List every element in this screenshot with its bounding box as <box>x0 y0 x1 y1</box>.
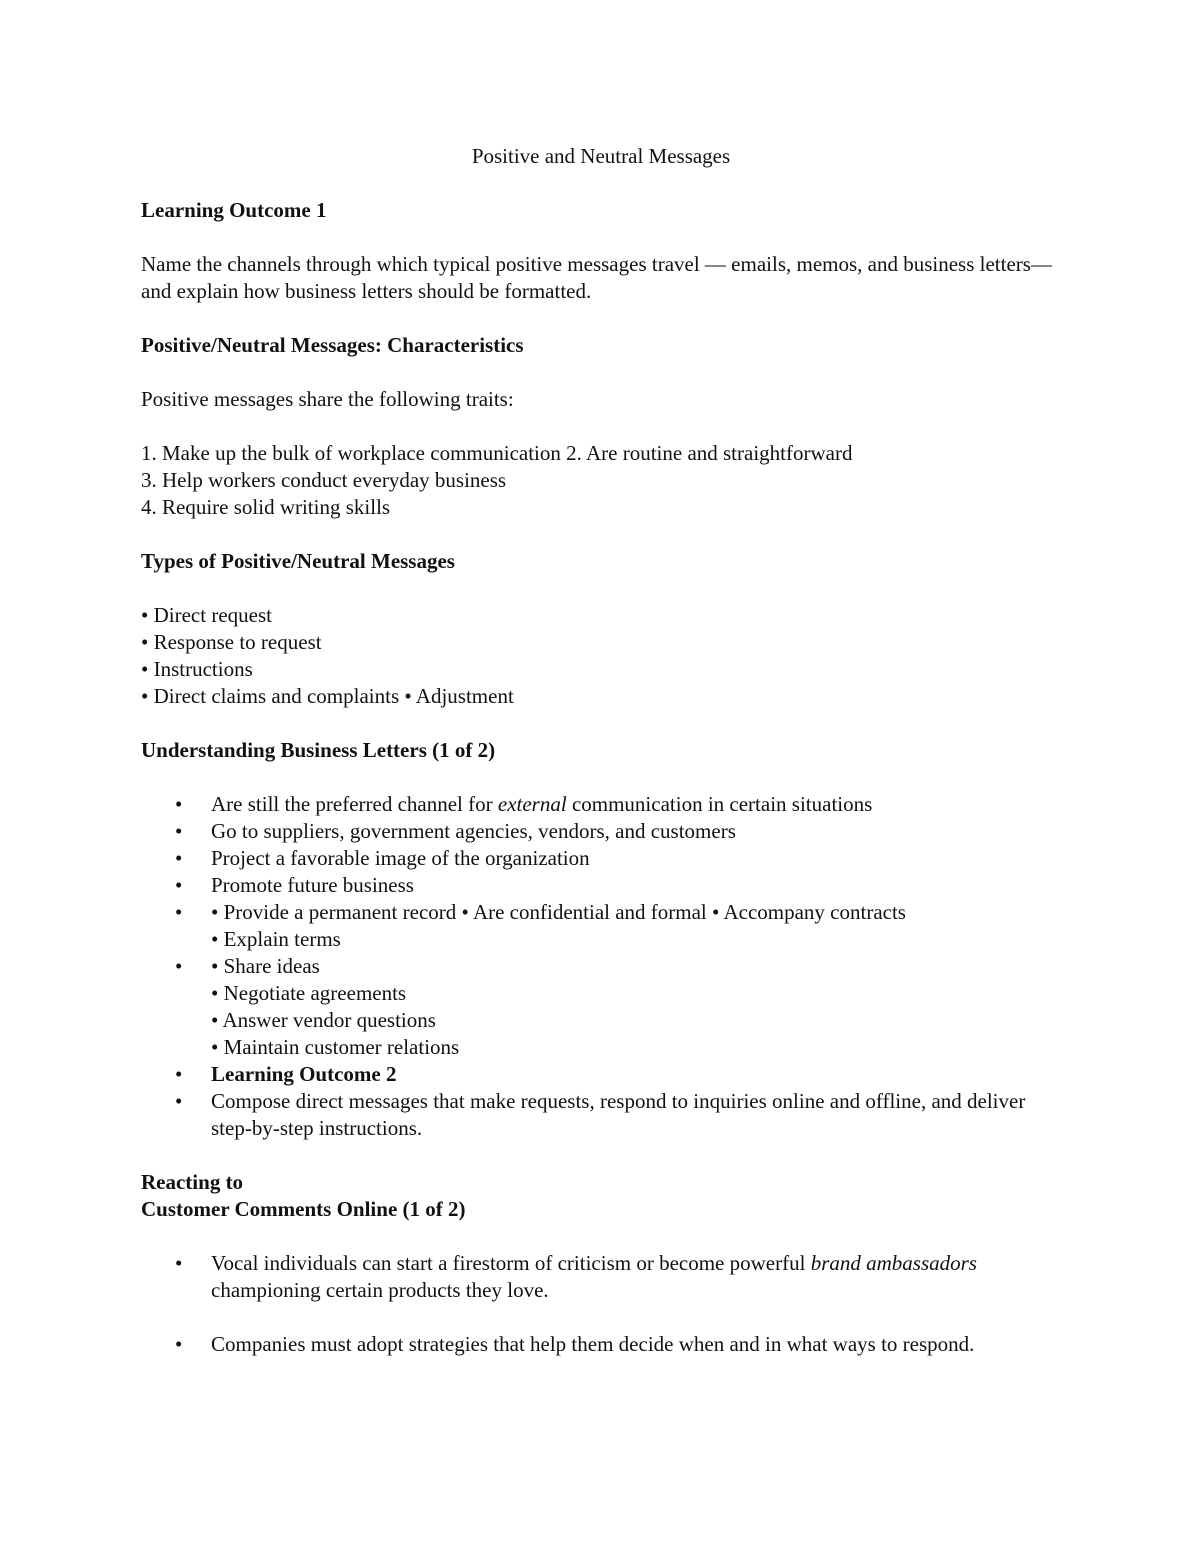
characteristics-intro: Positive messages share the following traits: <box>141 387 514 411</box>
spacer <box>141 575 1061 602</box>
bullet-icon: • <box>175 873 183 897</box>
bullet-icon: • <box>175 1332 183 1356</box>
reacting-list <box>141 1250 1061 1358</box>
list-item-text: Are still the preferred channel for external communication in certain situations <box>211 792 873 816</box>
list-item-text: Vocal individuals can start a firestorm of criticism or become powerful brand ambassadors championing certain products they love. <box>211 1251 977 1302</box>
characteristics-heading: Positive/Neutral Messages: Characteristics <box>141 333 524 357</box>
list-item <box>141 818 1061 845</box>
bullet-icon: • <box>175 792 183 816</box>
page-title: Positive and Neutral Messages <box>471 144 731 168</box>
type-item: • Direct request <box>141 603 272 627</box>
list-item-text: Compose direct messages that make requests, respond to inquiries online and offline, and deliver step-by-step instructions. <box>211 1089 1026 1140</box>
lo1-text: Name the channels through which typical positive messages travel — emails, memos, and business letters—and explain how business letters should be formatted. <box>141 252 1052 303</box>
list-item <box>141 1061 1061 1088</box>
type-item: • Instructions <box>141 657 253 681</box>
list-item <box>141 899 1061 953</box>
list-item <box>141 1331 1061 1358</box>
spacer <box>141 1142 1061 1169</box>
list-item <box>141 845 1061 872</box>
list-item <box>141 1088 1061 1142</box>
types-heading: Types of Positive/Neutral Messages <box>141 549 455 573</box>
list-item-text: • Provide a permanent record • Are confidential and formal • Accompany contracts • Explain terms <box>211 900 906 951</box>
list-item-text: Project a favorable image of the organization <box>211 846 590 870</box>
spacer <box>141 305 1061 332</box>
list-item <box>141 791 1061 818</box>
bullet-icon: • <box>175 819 183 843</box>
list-item-text: Go to suppliers, government agencies, vendors, and customers <box>211 819 736 843</box>
list-item-text: Promote future business <box>211 873 414 897</box>
spacer <box>141 1223 1061 1250</box>
type-item: • Response to request <box>141 630 322 654</box>
numbered-item: 3. Help workers conduct everyday business <box>141 468 507 492</box>
bullet-icon: • <box>175 900 183 924</box>
lo1-heading: Learning Outcome 1 <box>141 198 327 222</box>
spacer <box>141 521 1061 548</box>
list-item <box>141 872 1061 899</box>
list-item <box>141 953 1061 1061</box>
bullet-icon: • <box>175 1251 183 1275</box>
spacer <box>141 359 1061 386</box>
spacer <box>141 413 1061 440</box>
list-item <box>141 1250 1061 1304</box>
reacting-heading: Reacting to Customer Comments Online (1 of 2) <box>141 1170 466 1221</box>
emphasis: external <box>497 792 567 816</box>
spacer <box>141 764 1061 791</box>
list-item-text: Companies must adopt strategies that help them decide when and in what ways to respond. <box>211 1332 975 1356</box>
bullet-icon: • <box>175 1062 183 1086</box>
bullet-icon: • <box>175 846 183 870</box>
document-page <box>141 143 1061 1358</box>
business-letters-heading: Understanding Business Letters (1 of 2) <box>141 738 496 762</box>
list-item-text: Learning Outcome 2 <box>211 1062 397 1086</box>
list-item-text: • Share ideas • Negotiate agreements • Answer vendor questions • Maintain customer relations <box>211 954 460 1059</box>
business-letters-list <box>141 791 1061 1142</box>
bullet-icon: • <box>175 954 183 978</box>
numbered-item: 4. Require solid writing skills <box>141 495 391 519</box>
spacer <box>141 710 1061 737</box>
emphasis: brand ambassadors <box>810 1251 977 1275</box>
bullet-icon: • <box>175 1089 183 1113</box>
type-item: • Direct claims and complaints • Adjustment <box>141 684 514 708</box>
numbered-item: 1. Make up the bulk of workplace communication 2. Are routine and straightforward <box>141 441 853 465</box>
spacer <box>141 224 1061 251</box>
